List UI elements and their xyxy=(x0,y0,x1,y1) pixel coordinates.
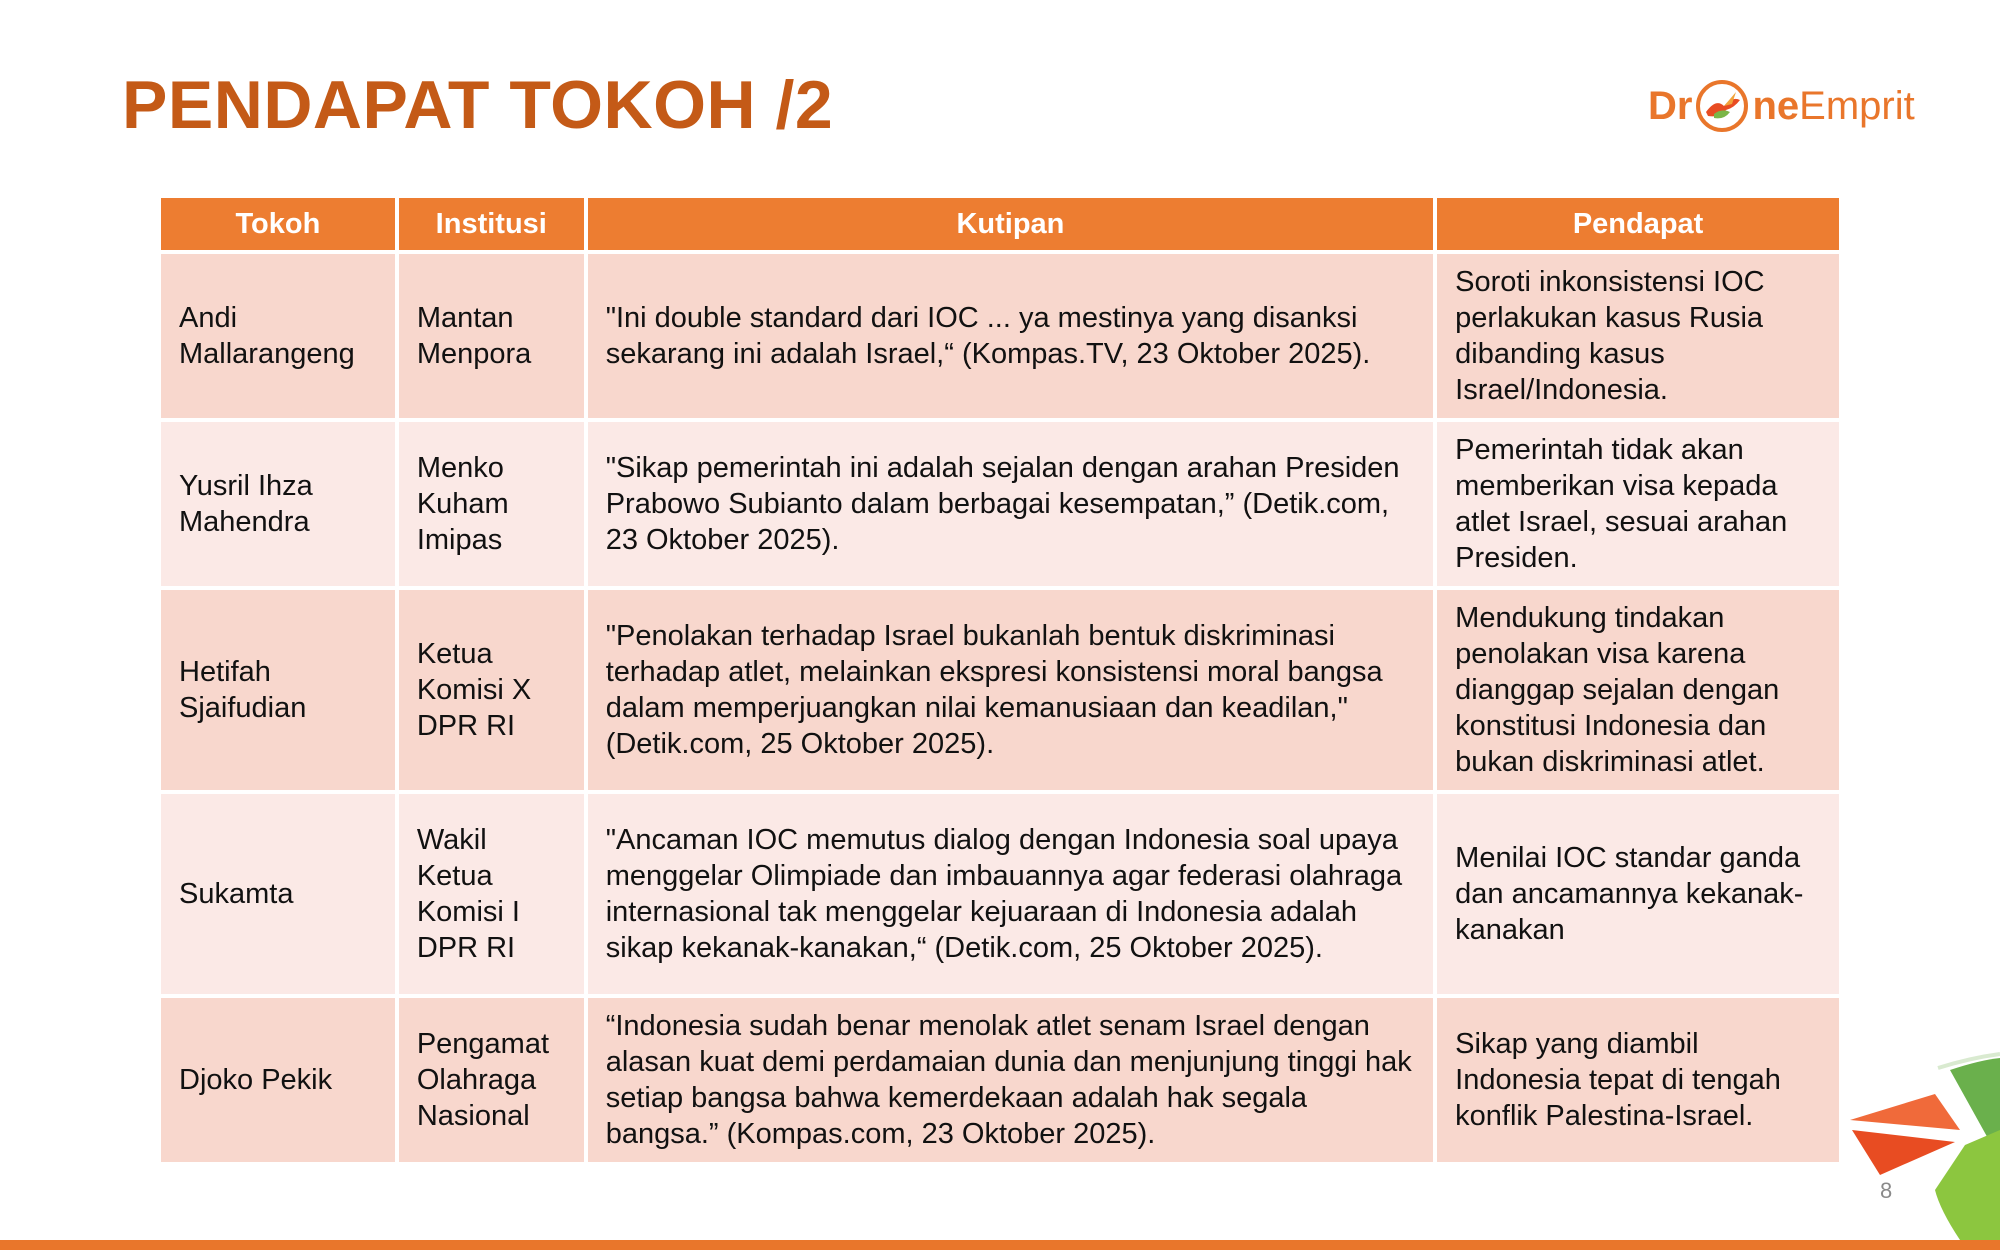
header-institusi: Institusi xyxy=(399,198,584,250)
cell-tokoh: Yusril Ihza Mahendra xyxy=(161,422,395,586)
cell-tokoh: Hetifah Sjaifudian xyxy=(161,590,395,790)
table-header-row xyxy=(161,198,1839,250)
cell-kutipan: "Penolakan terhadap Israel bukanlah bentuk diskriminasi terhadap atlet, melainkan ekspresi konsistensi moral bangsa dalam memperjuangkan nilai kemanusiaan dan keadilan," (Detik.com, 25 Oktober 2025). xyxy=(588,590,1433,790)
cell-pendapat: Menilai IOC standar ganda dan ancamannya kekanak-kanakan xyxy=(1437,794,1839,994)
cell-kutipan: "Sikap pemerintah ini adalah sejalan dengan arahan Presiden Prabowo Subianto dalam berbagai kesempatan,” (Detik.com, 23 Oktober 2025). xyxy=(588,422,1433,586)
cell-pendapat: Mendukung tindakan penolakan visa karena dianggap sejalan dengan konstitusi Indonesia dan bukan diskriminasi atlet. xyxy=(1437,590,1839,790)
cell-kutipan: "Ini double standard dari IOC ... ya mestinya yang disanksi sekarang ini adalah Israel,“ (Kompas.TV, 23 Oktober 2025). xyxy=(588,254,1433,418)
cell-institusi: Wakil Ketua Komisi I DPR RI xyxy=(399,794,584,994)
table-row xyxy=(161,998,1839,1162)
bottom-accent-bar xyxy=(0,1240,2000,1250)
page-title: PENDAPAT TOKOH /2 xyxy=(122,67,834,143)
cell-pendapat: Sikap yang diambil Indonesia tepat di tengah konflik Palestina-Israel. xyxy=(1437,998,1839,1162)
drone-emprit-logo xyxy=(1648,72,1915,140)
table-row xyxy=(161,794,1839,994)
page-number: 8 xyxy=(1880,1178,1893,1203)
header-kutipan: Kutipan xyxy=(588,198,1433,250)
cell-institusi: Mantan Menpora xyxy=(399,254,584,418)
cell-kutipan: “Indonesia sudah benar menolak atlet senam Israel dengan alasan kuat demi perdamaian dunia dan menjunjung tinggi hak setiap bangsa bahwa kemerdekaan adalah hak segala bangsa.” (Kompas.com, 23 Oktober 2025). xyxy=(588,998,1433,1162)
cell-tokoh: Sukamta xyxy=(161,794,395,994)
header-tokoh: Tokoh xyxy=(161,198,395,250)
table-row xyxy=(161,422,1839,586)
decorative-corner-graphic xyxy=(1840,1050,2000,1240)
cell-pendapat: Soroti inkonsistensi IOC perlakukan kasus Rusia dibanding kasus Israel/Indonesia. xyxy=(1437,254,1839,418)
cell-institusi: Pengamat Olahraga Nasional xyxy=(399,998,584,1162)
logo-text-dr: Dr xyxy=(1648,83,1693,128)
table-row xyxy=(161,254,1839,418)
cell-tokoh: Djoko Pekik xyxy=(161,998,395,1162)
cell-institusi: Menko Kuham Imipas xyxy=(399,422,584,586)
cell-institusi: Ketua Komisi X DPR RI xyxy=(399,590,584,790)
cell-tokoh: Andi Mallarangeng xyxy=(161,254,395,418)
table-row xyxy=(161,590,1839,790)
logo-text-emprit: Emprit xyxy=(1799,83,1915,128)
bird-logo-icon xyxy=(1694,78,1750,134)
opinion-table xyxy=(157,194,1843,1166)
cell-kutipan: "Ancaman IOC memutus dialog dengan Indonesia soal upaya menggelar Olimpiade dan imbauannya agar federasi olahraga internasional tak menggelar kejuaraan di Indonesia adalah sikap kekanak-kanakan,“ (Detik.com, 25 Oktober 2025). xyxy=(588,794,1433,994)
header-pendapat: Pendapat xyxy=(1437,198,1839,250)
cell-pendapat: Pemerintah tidak akan memberikan visa kepada atlet Israel, sesuai arahan Presiden. xyxy=(1437,422,1839,586)
logo-text-ne: ne xyxy=(1752,83,1800,128)
